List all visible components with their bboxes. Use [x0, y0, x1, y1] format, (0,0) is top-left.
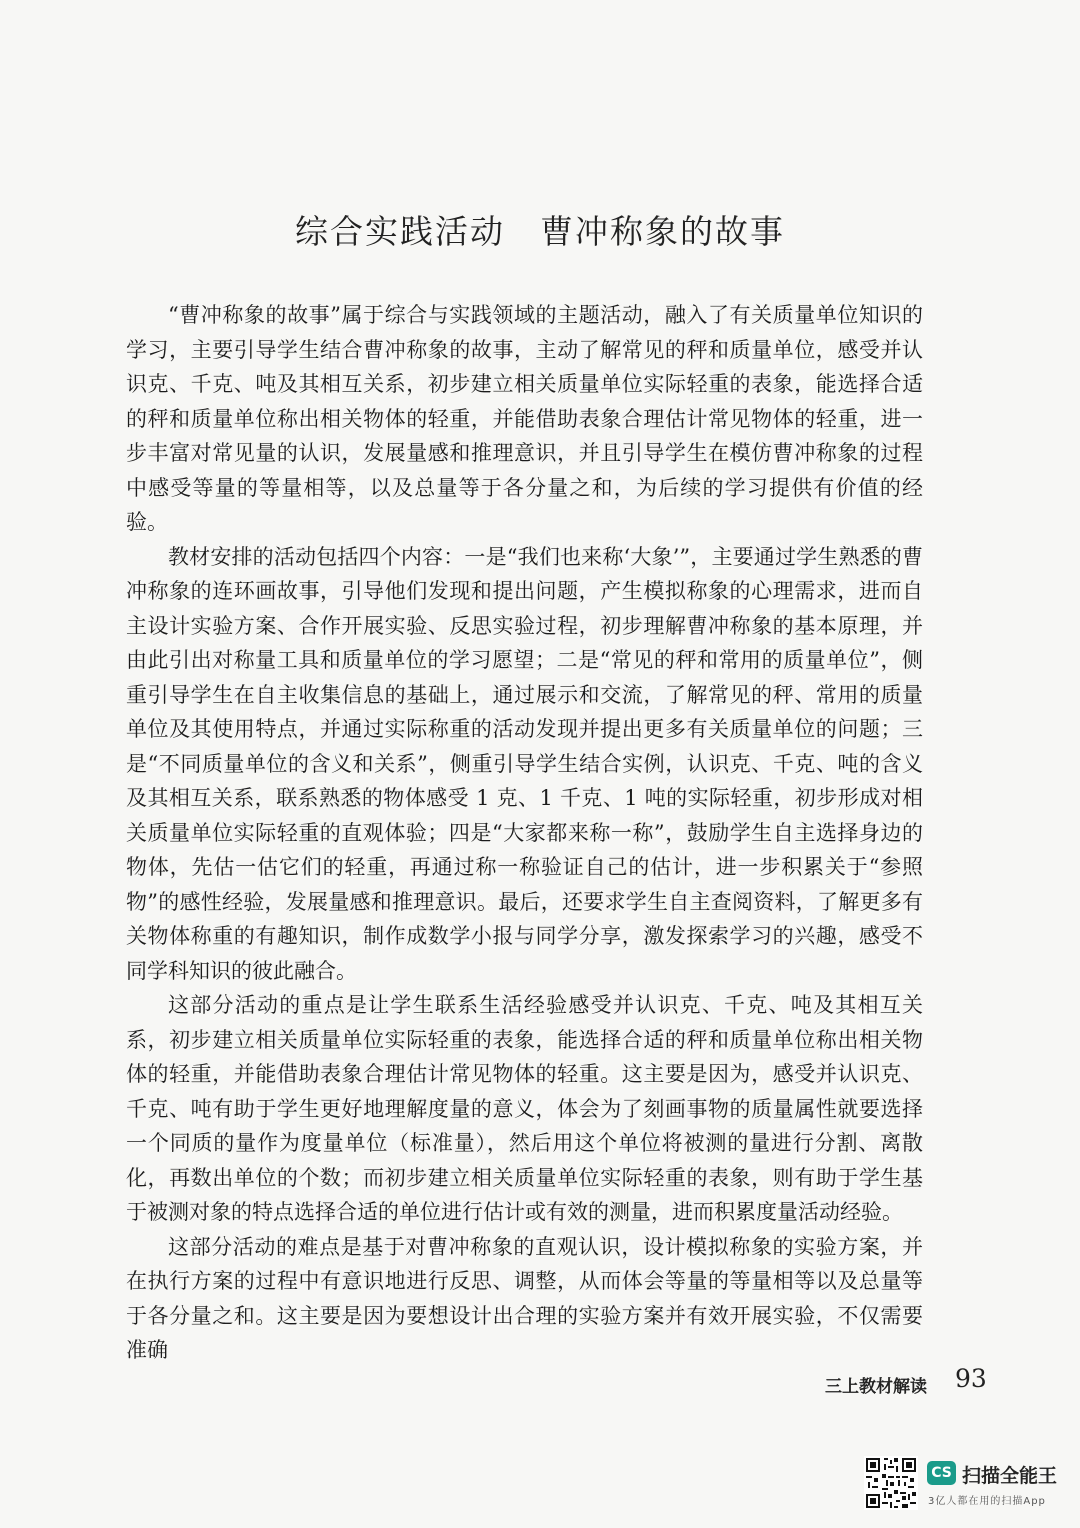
page-title: 综合实践活动 曹冲称象的故事: [295, 212, 785, 251]
watermark-tagline: 3亿人都在用的扫描App: [928, 1496, 1046, 1507]
paragraph: 这部分活动的重点是让学生联系生活经验感受并认识克、千克、吨及其相互关系，初步建立相关质量单位实际轻重的表象，能选择合适的秤和质量单位称出相关物体的轻重，并能借助表象合理估计常见物体的轻重。这主要是因为，感受并认识克、千克、吨有助于学生更好地理解度量的意义，体会为了刻画事物的质量属性就要选择一个同质的量作为度量单位（标准量），然后用这个单位将被测的量进行分割、离散化，再数出单位的个数；而初步建立相关质量单位实际轻重的表象，则有助于学生基于被测对象的特点选择合适的单位进行估计或有效的测量，进而积累度量活动经验。: [126, 993, 923, 1224]
body-text: [126, 298, 923, 1368]
footer-book-title: 三上教材解读: [825, 1377, 927, 1397]
camscanner-logo-icon: CS: [927, 1461, 956, 1485]
watermark-name: 扫描全能王: [962, 1465, 1058, 1487]
paragraph: “曹冲称象的故事”属于综合与实践领域的主题活动，融入了有关质量单位知识的学习，主要引导学生结合曹冲称象的故事，主动了解常见的秤和质量单位，感受并认识克、千克、吨及其相互关系，初步建立相关质量单位实际轻重的表象，能选择合适的秤和质量单位称出相关物体的轻重，并能借助表象合理估计常见物体的轻重，进一步丰富对常见量的认识，发展量感和推理意识，并且引导学生在模仿曹冲称象的过程中感受等量的等量相等，以及总量等于各分量之和，为后续的学习提供有价值的经验。: [126, 303, 923, 534]
qr-code-icon: [864, 1456, 918, 1510]
paragraph: 这部分活动的难点是基于对曹冲称象的直观认识，设计模拟称象的实验方案，并在执行方案的过程中有意识地进行反思、调整，从而体会等量的等量相等以及总量等于各分量之和。这主要是因为要想设计出合理的实验方案并有效开展实验，不仅需要准确: [126, 1234, 923, 1362]
paragraph: 教材安排的活动包括四个内容：一是“我们也来称‘大象’”，主要通过学生熟悉的曹冲称象的连环画故事，引导他们发现和提出问题，产生模拟称象的心理需求，进而自主设计实验方案、合作开展实验、反思实验过程，初步理解曹冲称象的基本原理，并由此引出对称量工具和质量单位的学习愿望；二是“常见的秤和常用的质量单位”，侧重引导学生在自主收集信息的基础上，通过展示和交流，了解常见的秤、常用的质量单位及其使用特点，并通过实际称重的活动发现并提出更多有关质量单位的问题；三是“不同质量单位的含义和关系”，侧重引导学生结合实例，认识克、千克、吨的含义及其相互关系，联系熟悉的物体感受 1 克、1 千克、1 吨的实际轻重，初步形成对相关质量单位实际轻重的直观体验；四是“大家都来称一称”，鼓励学生自主选择身边的物体，先估一估它们的轻重，再通过称一称验证自己的估计，进一步积累关于“参照物”的感性经验，发展量感和推理意识。最后，还要求学生自主查阅资料，了解更多有关物体称重的有趣知识，制作成数学小报与同学分享，激发探索学习的兴趣，感受不同学科知识的彼此融合。: [126, 544, 923, 983]
page-number: 93: [955, 1364, 987, 1393]
